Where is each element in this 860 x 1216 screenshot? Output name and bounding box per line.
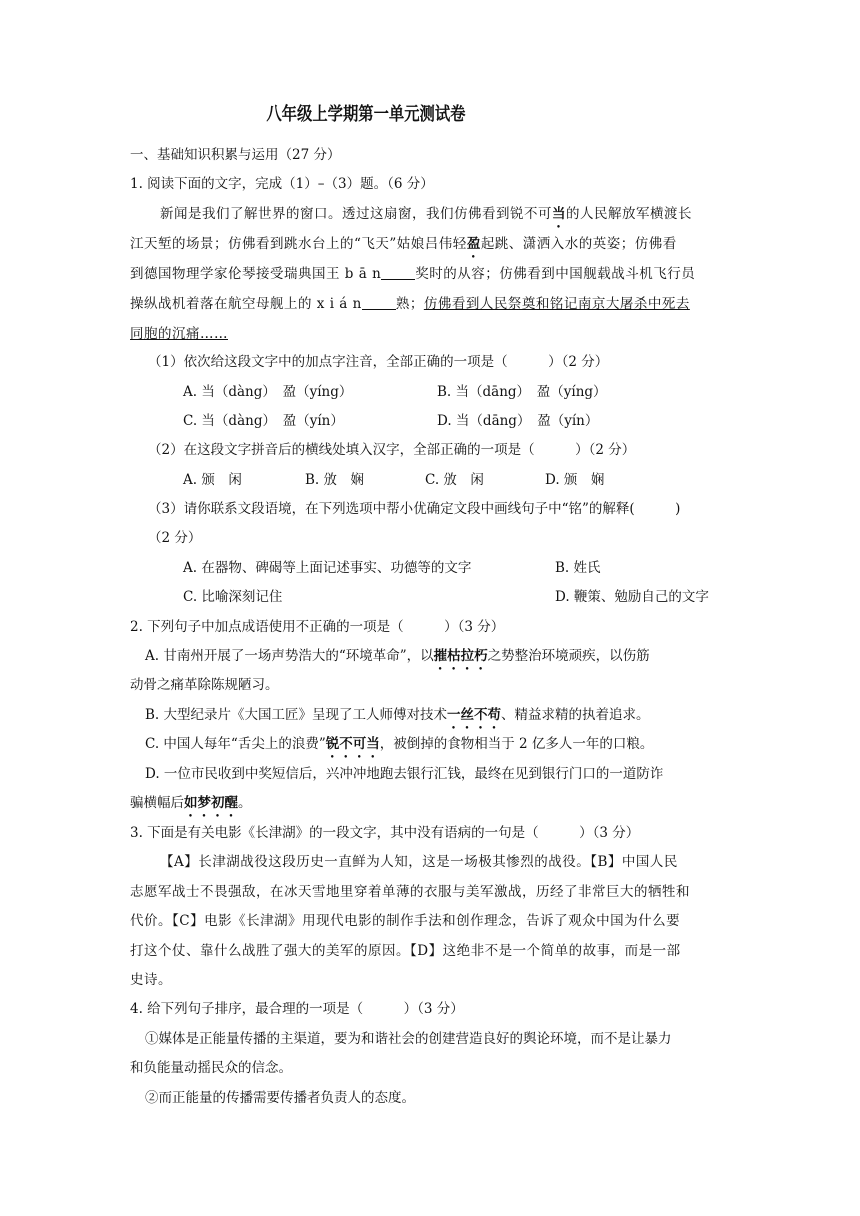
- pinyin-xian: 操纵战机着落在航空母舰上的 x i á n: [130, 296, 362, 312]
- passage-line-4: [130, 294, 690, 314]
- passage-text: 奖时的从容；仿佛看到中国舰载战斗机飞行员: [415, 266, 696, 282]
- q3-passage-line-5: 史诗。: [130, 972, 172, 988]
- sub-question-2: （2）在这段文字拼音后的横线处填入汉字，全部正确的一项是（ ）（2 分）: [148, 442, 636, 458]
- question-1-stem: 1. 阅读下面的文字，完成（1）–（3）题。（6 分）: [130, 176, 434, 192]
- passage-text: 起跳、潇洒入水的英姿；仿佛看: [480, 236, 677, 252]
- option-3a: A. 在器物、碑碣等上面记述事实、功德等的文字: [183, 560, 472, 576]
- page-title: 八年级上学期第一单元测试卷: [266, 104, 466, 125]
- q3-passage-line-2: 志愿军战士不畏强敌，在冰天雪地里穿着单薄的衣服与美军激战，历经了非常巨大的牺牲和: [130, 884, 690, 900]
- option-1d: D. 当（dāng） 盈（yín）: [437, 413, 599, 429]
- passage-text: 熟；: [395, 296, 424, 312]
- option-2b: B. 攽 娴: [305, 472, 365, 488]
- underlined-sentence: 仿佛看到人民祭奠和铭记南京大屠杀中死去: [423, 296, 690, 312]
- blank-line: [381, 265, 415, 280]
- option-1b: B. 当（dāng） 盈（yíng）: [437, 384, 607, 400]
- passage-line-1: [160, 204, 692, 231]
- q3-passage-line-4: 打这个仗、靠什么战胜了强大的美军的原因。【D】这绝非不是一个简单的故事，而是一部: [130, 943, 681, 959]
- option-3d: D. 鞭策、勉励自己的文字: [555, 589, 709, 605]
- q2-option-c: [145, 734, 653, 761]
- passage-line-2: [130, 234, 677, 261]
- option-3c: C. 比喻深刻记住: [183, 589, 283, 605]
- section-heading: 一、基础知识积累与运用（27 分）: [130, 147, 341, 163]
- passage-line-3: [130, 264, 695, 284]
- passage-text: 新闻是我们了解世界的窗口。透过这扇窗，我们仿佛看到锐不可: [160, 206, 552, 222]
- passage-text: 江天堑的场景；仿佛看到跳水台上的“飞天”姑娘吕伟轻: [130, 236, 467, 252]
- question-3-stem: 3. 下面是有关电影《长津湖》的一段文字，其中没有语病的一句是（ ）（3 分）: [130, 825, 640, 841]
- underlined-sentence-end: 同胞的沉痛……: [130, 326, 228, 342]
- passage-line-5: [130, 324, 228, 344]
- dotted-char-ying: 盈: [466, 236, 481, 252]
- q4-sentence-2: ②而正能量的传播需要传播者负责人的态度。: [145, 1090, 415, 1106]
- q3-passage-line-3: 代价。【C】电影《长津湖》用现代电影的制作手法和创作理念，告诉了观众中国为什么要: [130, 913, 681, 929]
- q2-option-a-line-2: 动骨之痛革除陈规陋习。: [130, 677, 279, 693]
- q2-option-b: [145, 705, 650, 732]
- q2-text: ，被倒掉的食物相当于 2 亿多人一年的口粮。: [379, 736, 654, 752]
- option-2c: C. 攽 闲: [425, 472, 484, 488]
- q2-option-a-line-1: [145, 646, 650, 673]
- dotted-idiom: 摧枯拉朽: [433, 648, 488, 664]
- dotted-idiom: 如梦初醒: [184, 795, 238, 811]
- dotted-idiom: 锐不可当: [325, 736, 380, 752]
- question-4-stem: 4. 给下列句子排序，最合理的一项是（ ）（3 分）: [130, 1001, 464, 1017]
- q2-text: 之势整治环境顽疾，以伤筋: [487, 648, 650, 664]
- dotted-idiom: 一丝不苟: [447, 707, 502, 723]
- passage-text: 的人民解放军横渡长: [566, 206, 692, 222]
- question-2-stem: 2. 下列句子中加点成语使用不正确的一项是（ ）（3 分）: [130, 619, 505, 635]
- q3-passage-line-1: 【A】长津湖战役这段历史一直鲜为人知，这是一场极其惨烈的战役。【B】中国人民: [160, 854, 678, 870]
- q2-text: 骗横幅后: [130, 795, 184, 811]
- q4-sentence-1-line-2: 和负能量动摇民众的信念。: [130, 1060, 292, 1076]
- sub-question-3-score: （2 分）: [148, 530, 202, 546]
- q2-text: A. 甘南州开展了一场声势浩大的“环境革命”，以: [145, 648, 434, 664]
- sub-question-3: （3）请你联系文段语境，在下列选项中帮小优确定文段中画线句子中“铭”的解释( ): [148, 501, 681, 517]
- dotted-char-dang: 当: [552, 206, 566, 222]
- q2-text: 。: [238, 795, 252, 811]
- pinyin-ban: 到德国物理学家伦琴接受瑞典国王 b ā n: [130, 266, 382, 282]
- option-2d: D. 颁 娴: [545, 472, 605, 488]
- sub-question-1: （1）依次给这段文字中的加点字注音，全部正确的一项是（ ）（2 分）: [148, 354, 609, 370]
- q2-text: B. 大型纪录片《大国工匠》呈现了工人师傅对技术: [145, 707, 448, 723]
- option-2a: A. 颁 闲: [183, 472, 242, 488]
- q2-text: C. 中国人每年“舌尖上的浪费”: [145, 736, 326, 752]
- option-3b: B. 姓氏: [555, 560, 601, 576]
- option-1c: C. 当（dàng） 盈（yín）: [183, 413, 344, 429]
- q2-option-d-line-1: D. 一位市民收到中奖短信后，兴冲冲地跑去银行汇钱，最终在见到银行门口的一道防诈: [145, 766, 664, 782]
- blank-line: [362, 295, 396, 310]
- option-1a: A. 当（dàng） 盈（yíng）: [183, 384, 353, 400]
- q4-sentence-1-line-1: ①媒体是正能量传播的主渠道，要为和谐社会的创建营造良好的舆论环境，而不是让暴力: [145, 1031, 672, 1047]
- q2-option-d-line-2: [130, 793, 252, 820]
- q2-text: 、精益求精的执着追求。: [501, 707, 650, 723]
